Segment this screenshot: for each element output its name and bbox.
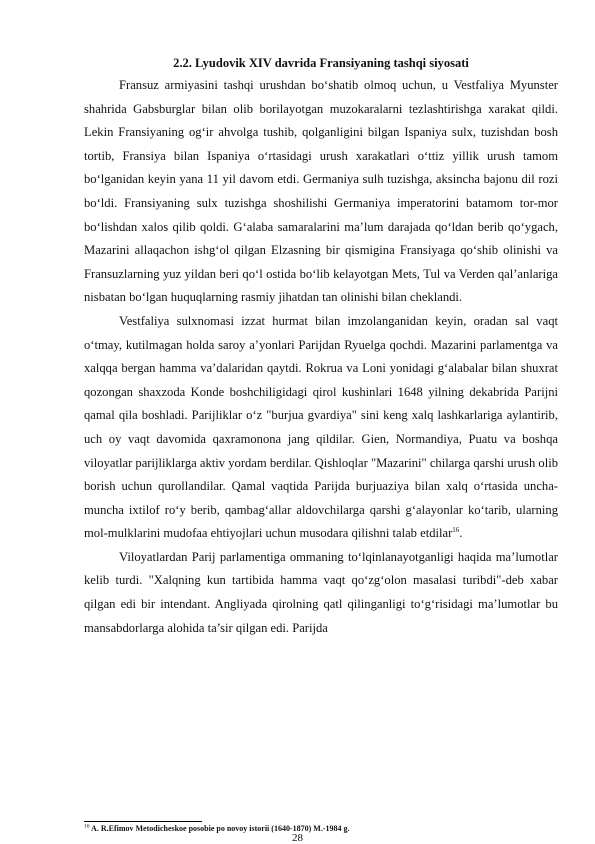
footnote-text: A. R.Efimov Metodicheskoe posobie po novoy istorii (1640-1870) M.-1984 g.	[89, 824, 350, 833]
section-heading: 2.2. Lyudovik XIV davrida Fransiyaning tashqi siyosati	[173, 56, 469, 70]
paragraph-3	[84, 546, 558, 640]
paragraph-2-text: Vestfaliya sulxnomasi izzat hurmat bilan imzolanganidan keyin, oradan sal vaqt o‘tmay, kutilmagan holda saroy a’yonlari Parijdan Ryuelga qochdi. Mazarini parlamentga va xalqqa bergan hamma va’dalaridan qaytdi. Rokrua va Loni yonidagi g‘alabalar bilan shuxrat qozongan shaxzoda Konde boshchiligidagi qirol kushinlari 1648 yilning dekabrida Parijni qamal qila boshladi. Parijliklar o‘z "burjua gvardiya" sini keng xalq lashkarlariga aylantirib, uch oy vaqt davomida qaxramonona jang qildilar. Gien, Normandiya, Puatu va boshqa viloyatlar parijliklarga aktiv yordam berdilar. Qishloqlar "Mazarini" chilarga qarshi urush olib borish uchun qurollandilar. Qamal vaqtida Parijda burjuaziya bilan xalq o‘rtasida uncha- muncha ixtilof ro‘y berib, qambag‘allar aldovchilarga qarshi g‘alayonlar ko‘tarib, ularning mol-mulklarini mudofaa ehtiyojlari uchun musodara qilishni talab etdilar	[84, 313, 558, 541]
footnote-separator	[84, 821, 202, 822]
page-body	[84, 55, 558, 640]
footnote-reference[interactable]: 16	[452, 526, 460, 535]
footnote-number: 16	[84, 823, 90, 830]
paragraph-3-text: Viloyatlardan Parij parlamentiga ommaning to‘lqinlanayotganligi haqida ma’lumotlar kelib turdi. "Xalqning kun tartibida hamma vaqt qo‘zg‘olon masalasi turibdi"-deb xabar qilgan edi bir intendant. Angliyada qirolning qatl qilinganligi to‘g‘risidagi ma’lumotlar bu mansabdorlarga alohida ta’sir qilgan edi. Parijda	[84, 549, 558, 635]
paragraph-2	[84, 310, 558, 546]
paragraph-1	[84, 74, 558, 310]
page-number: 28	[292, 832, 303, 844]
paragraph-2-tail: .	[459, 526, 463, 541]
paragraph-1-text: Fransuz armiyasini tashqi urushdan bo‘shatib olmoq uchun, u Vestfaliya Myunster shahrida Gabsburglar bilan olib borilayotgan muzokaralarni tezlashtirishga xarakat qildi. Lekin Fransiyaning og‘ir ahvolga tushib, qolganligini bilgan Ispaniya sulx, tuzishdan bosh tortib, Fransiya bilan Ispaniya o‘rtasidagi urush xarakatlari o‘ttiz yillik urush tamom bo‘lganidan keyin yana 11 yil davom etdi. Germaniya sulh tuzishga, aksincha bajonu dil rozi bo‘ldi. Fransiyaning sulx tuzishga shoshilishi Germaniya imperatorini batamom tor-mor bo‘lishdan xalos qilib qoldi. G‘alaba samaralarini ma’lum darajada qo‘ldan berib qo‘ygach, Mazarini allaqachon ishg‘ol qilgan Elzasning bir qismigina Fransiyaga qo‘shib olinishi va Fransuzlarning yuz yildan beri qo‘l ostida bo‘lib kelayotgan Mets, Tul va Verden qal’anlariga nisbatan bo‘lgan huquqlarning rasmiy jihatdan tan olinishi bilan cheklandi.	[84, 78, 558, 305]
